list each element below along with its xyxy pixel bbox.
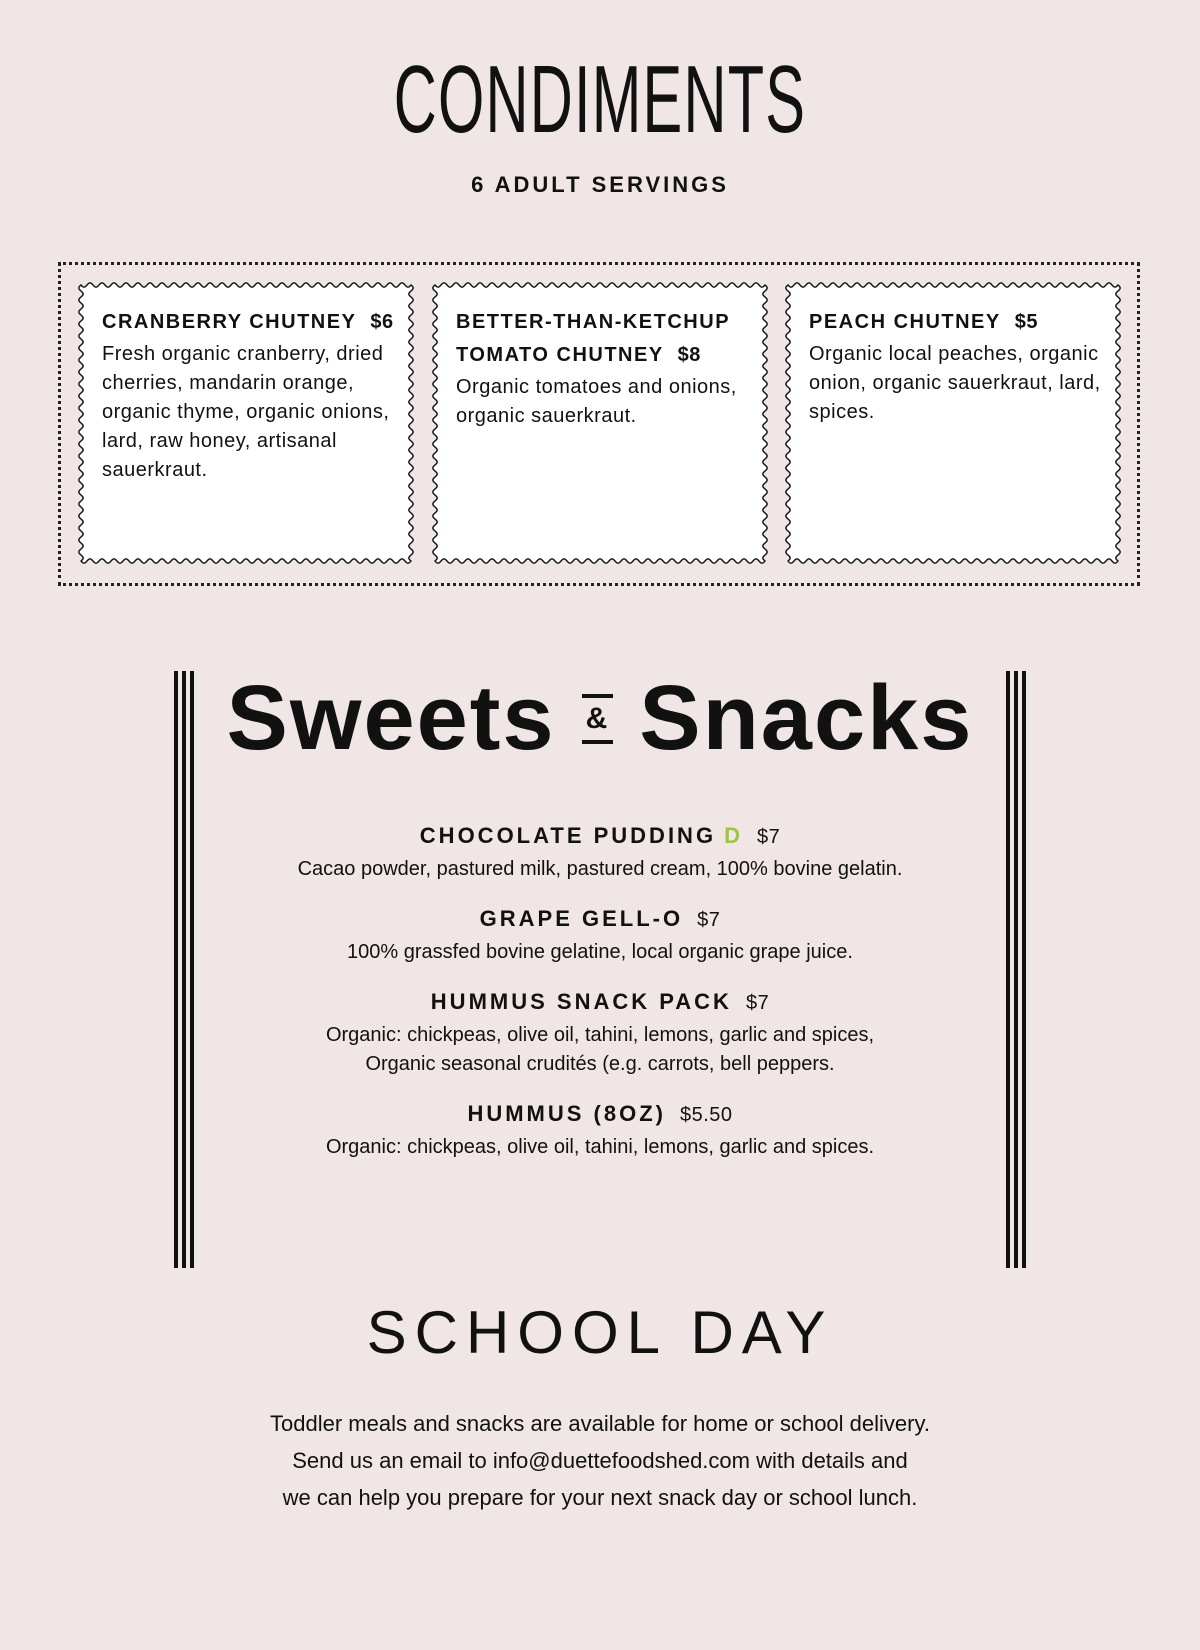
condiment-card-peach xyxy=(785,282,1121,564)
dairy-tag: D xyxy=(724,823,743,848)
menu-item-description: Organic: chickpeas, olive oil, tahini, lemons, garlic and spices. xyxy=(325,1136,875,1158)
menu-item-name: CHOCOLATE PUDDING xyxy=(419,823,717,848)
menu-item-description: Cacao powder, pastured milk, pastured cream, 100% bovine gelatin. xyxy=(297,858,903,880)
school-day-line: Send us an email to info@duettefoodshed.com with details and xyxy=(292,1448,908,1473)
sweets-snacks-title xyxy=(0,667,1200,769)
school-day-title: SCHOOL DAY xyxy=(366,1299,834,1366)
sweets-menu xyxy=(290,818,910,1179)
menu-item-price: $7 xyxy=(697,909,721,931)
school-day-text xyxy=(0,1405,1200,1516)
menu-item xyxy=(290,1096,910,1162)
school-day-line: Toddler meals and snacks are available for home or school delivery. xyxy=(270,1411,930,1436)
menu-item-price: $5.50 xyxy=(679,1104,733,1126)
condiment-name: PEACH CHUTNEY xyxy=(809,311,1001,333)
menu-item-name: GRAPE GELL-O xyxy=(479,906,684,931)
menu-item-name: HUMMUS SNACK PACK xyxy=(430,989,732,1014)
menu-item xyxy=(290,818,910,884)
menu-item xyxy=(290,984,910,1079)
condiment-name: CRANBERRY CHUTNEY xyxy=(102,311,357,333)
menu-item-description: 100% grassfed bovine gelatine, local organic grape juice. xyxy=(347,941,853,963)
condiment-name: BETTER-THAN-KETCHUP TOMATO CHUTNEY xyxy=(456,311,730,366)
condiment-description: Fresh organic cranberry, dried cherries, mandarin orange, organic thyme, organic onions, lard, raw honey, artisanal sauerkraut. xyxy=(102,343,390,481)
condiment-card-tomato xyxy=(432,282,768,564)
menu-item-name: HUMMUS (8OZ) xyxy=(467,1101,666,1126)
condiment-card-cranberry xyxy=(78,282,414,564)
condiments-title: CONDIMENTS xyxy=(393,46,807,153)
sweets-title-right: Snacks xyxy=(639,667,974,769)
condiments-subtitle: 6 ADULT SERVINGS xyxy=(471,172,729,197)
condiment-description: Organic local peaches, organic onion, organic sauerkraut, lard, spices. xyxy=(809,343,1101,423)
condiment-price: $5 xyxy=(1014,311,1038,333)
menu-item-price: $7 xyxy=(745,992,770,1014)
menu-item-description: Organic: chickpeas, olive oil, tahini, lemons, garlic and spices, Organic seasonal crudités (e.g. carrots, bell peppers. xyxy=(325,1024,875,1075)
condiment-price: $8 xyxy=(677,344,701,366)
condiments-cards xyxy=(78,282,1121,564)
sweets-title-left: Sweets xyxy=(226,667,556,769)
condiment-price: $6 xyxy=(370,311,394,333)
school-day-line: we can help you prepare for your next snack day or school lunch. xyxy=(282,1485,918,1510)
menu-item-price: $7 xyxy=(756,826,781,848)
condiment-description: Organic tomatoes and onions, organic sauerkraut. xyxy=(456,376,737,427)
ampersand-badge: & xyxy=(582,694,614,744)
menu-item xyxy=(290,901,910,967)
